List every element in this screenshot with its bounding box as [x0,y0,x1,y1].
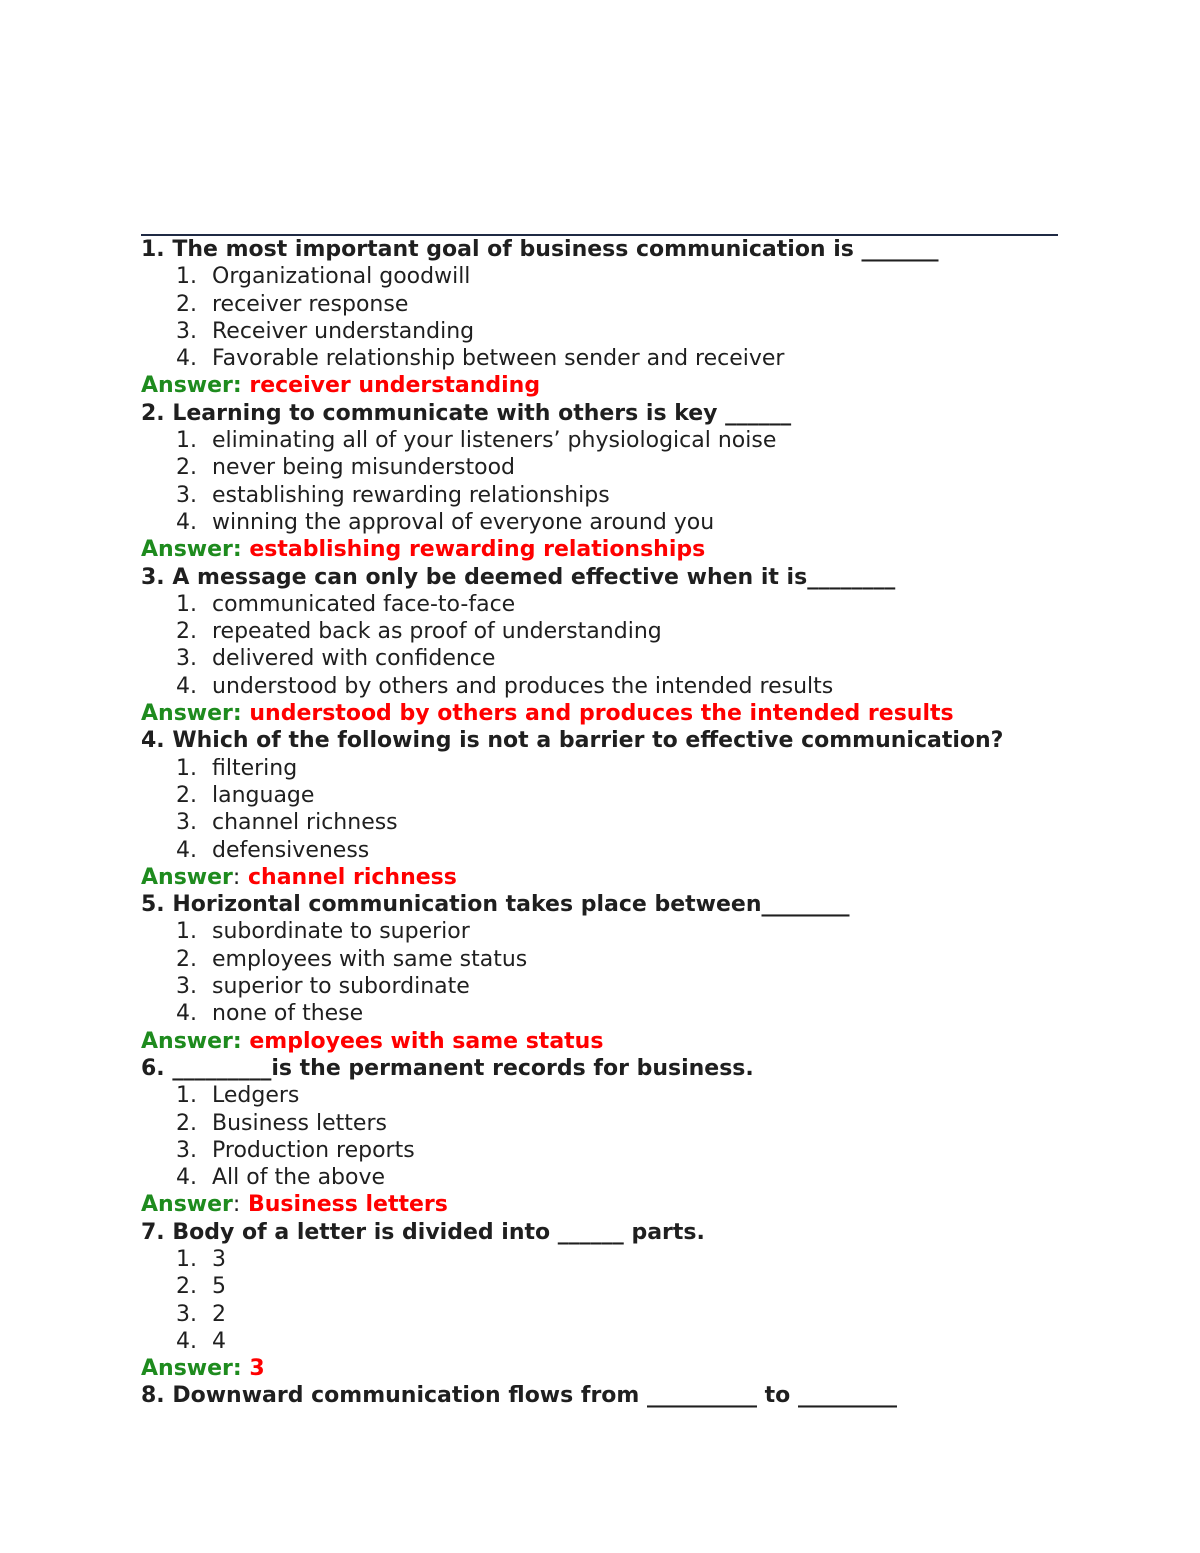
option-item [141,1246,1058,1273]
option-item [141,673,1058,700]
answer-label: Answer [141,373,233,399]
question-number: 4. [141,728,165,754]
question-number: 5. [141,892,165,918]
option-text: eliminating all of your listeners’ physiological noise [212,428,777,454]
question-text: Horizontal communication takes place between________ [172,892,850,918]
option-item [141,1273,1058,1300]
option-number: 4. [176,837,197,863]
option-item [141,318,1058,345]
option-item [141,291,1058,318]
quiz-content [141,236,1058,1410]
option-item [141,454,1058,481]
option-number: 3. [176,810,197,836]
option-text: superior to subordinate [212,974,470,1000]
question-number: 8. [141,1383,165,1409]
answer-separator: : [232,537,242,563]
answer-separator: : [232,1192,241,1218]
answer-label: Answer [141,1356,233,1382]
option-number: 1. [176,591,197,617]
question-6 [141,1055,1058,1082]
answer-value: understood by others and produces the intended results [249,701,954,727]
option-number: 2. [176,946,197,972]
option-item [141,1137,1058,1164]
option-number: 4. [176,1001,197,1027]
question-text: Downward communication flows from __________ to _________ [172,1383,897,1409]
question-7 [141,1219,1058,1246]
question-text: A message can only be deemed effective when it is________ [172,564,896,590]
option-item [141,837,1058,864]
answer-4 [141,864,1058,891]
option-item [141,809,1058,836]
option-text: receiver response [212,291,409,317]
option-number: 1. [176,919,197,945]
option-number: 4. [176,673,197,699]
question-text: _________is the permanent records for business. [172,1055,754,1081]
answer-label: Answer [141,701,233,727]
option-item [141,946,1058,973]
option-number: 1. [176,1083,197,1109]
option-text: Favorable relationship between sender and receiver [212,346,785,372]
option-number: 1. [176,428,197,454]
option-number: 3. [176,646,197,672]
option-number: 2. [176,455,197,481]
question-1 [141,236,1058,263]
answer-value: channel richness [247,864,457,890]
option-number: 4. [176,509,197,535]
option-number: 3. [176,482,197,508]
question-3 [141,564,1058,591]
option-number: 2. [176,619,197,645]
option-item [141,1110,1058,1137]
question-number: 3. [141,564,165,590]
option-text: 5 [212,1274,226,1300]
option-text: Ledgers [212,1083,300,1109]
answer-label: Answer [141,537,233,563]
option-item [141,1328,1058,1355]
option-item [141,782,1058,809]
question-number: 7. [141,1219,165,1245]
option-text: communicated face-to-face [212,591,516,617]
answer-2 [141,536,1058,563]
option-text: Production reports [212,1137,415,1163]
option-number: 2. [176,1274,197,1300]
option-text: defensiveness [212,837,370,863]
question-number: 1. [141,237,165,262]
document-page [141,234,1058,1410]
answer-1 [141,372,1058,399]
answer-5 [141,1028,1058,1055]
question-8 [141,1382,1058,1409]
answer-6 [141,1191,1058,1218]
option-text: never being misunderstood [212,455,515,481]
answer-separator: : [232,701,242,727]
option-text: winning the approval of everyone around you [212,509,715,535]
answer-3 [141,700,1058,727]
answer-separator: : [232,1356,242,1382]
option-text: 2 [212,1301,226,1327]
answer-7 [141,1355,1058,1382]
option-item [141,1164,1058,1191]
option-text: language [212,782,315,808]
question-number: 6. [141,1055,165,1081]
option-text: channel richness [212,810,398,836]
answer-separator: : [232,1028,242,1054]
question-4 [141,727,1058,754]
answer-value: employees with same status [249,1028,604,1054]
option-text: 3 [212,1246,226,1272]
option-number: 4. [176,346,197,372]
option-item [141,1301,1058,1328]
option-text: 4 [212,1328,226,1354]
option-number: 1. [176,1246,197,1272]
answer-label: Answer [141,1192,233,1218]
answer-label: Answer [141,864,233,890]
answer-separator: : [232,864,241,890]
answer-separator: : [232,373,242,399]
option-text: All of the above [212,1165,386,1191]
answer-value: establishing rewarding relationships [249,537,706,563]
option-text: filtering [212,755,298,781]
option-text: Receiver understanding [212,318,475,344]
option-item [141,755,1058,782]
option-text: repeated back as proof of understanding [212,619,662,645]
option-text: delivered with confidence [212,646,496,672]
option-number: 1. [176,755,197,781]
option-text: Business letters [212,1110,387,1136]
option-number: 4. [176,1165,197,1191]
option-text: employees with same status [212,946,528,972]
option-item [141,1082,1058,1109]
option-number: 1. [176,264,197,290]
option-item [141,918,1058,945]
question-text: Learning to communicate with others is key ______ [172,400,792,426]
option-text: establishing rewarding relationships [212,482,610,508]
option-number: 4. [176,1328,197,1354]
option-item [141,973,1058,1000]
option-number: 2. [176,782,197,808]
option-number: 3. [176,1301,197,1327]
option-item [141,482,1058,509]
option-number: 2. [176,1110,197,1136]
option-item [141,618,1058,645]
option-text: subordinate to superior [212,919,470,945]
option-number: 2. [176,291,197,317]
option-number: 3. [176,1137,197,1163]
answer-value: Business letters [247,1192,448,1218]
question-text: Body of a letter is divided into ______ parts. [172,1219,705,1245]
question-text: Which of the following is not a barrier to effective communication? [172,728,1004,754]
question-number: 2. [141,400,165,426]
option-number: 3. [176,318,197,344]
option-text: none of these [212,1001,364,1027]
option-number: 3. [176,974,197,1000]
answer-value: 3 [249,1356,265,1382]
option-item [141,645,1058,672]
option-text: Organizational goodwill [212,264,471,290]
option-text: understood by others and produces the intended results [212,673,834,699]
option-item [141,263,1058,290]
option-item [141,509,1058,536]
question-5 [141,891,1058,918]
question-text: The most important goal of business communication is _______ [172,237,939,262]
option-item [141,591,1058,618]
option-item [141,345,1058,372]
option-item [141,1000,1058,1027]
answer-label: Answer [141,1028,233,1054]
question-2 [141,400,1058,427]
answer-value: receiver understanding [249,373,541,399]
option-item [141,427,1058,454]
